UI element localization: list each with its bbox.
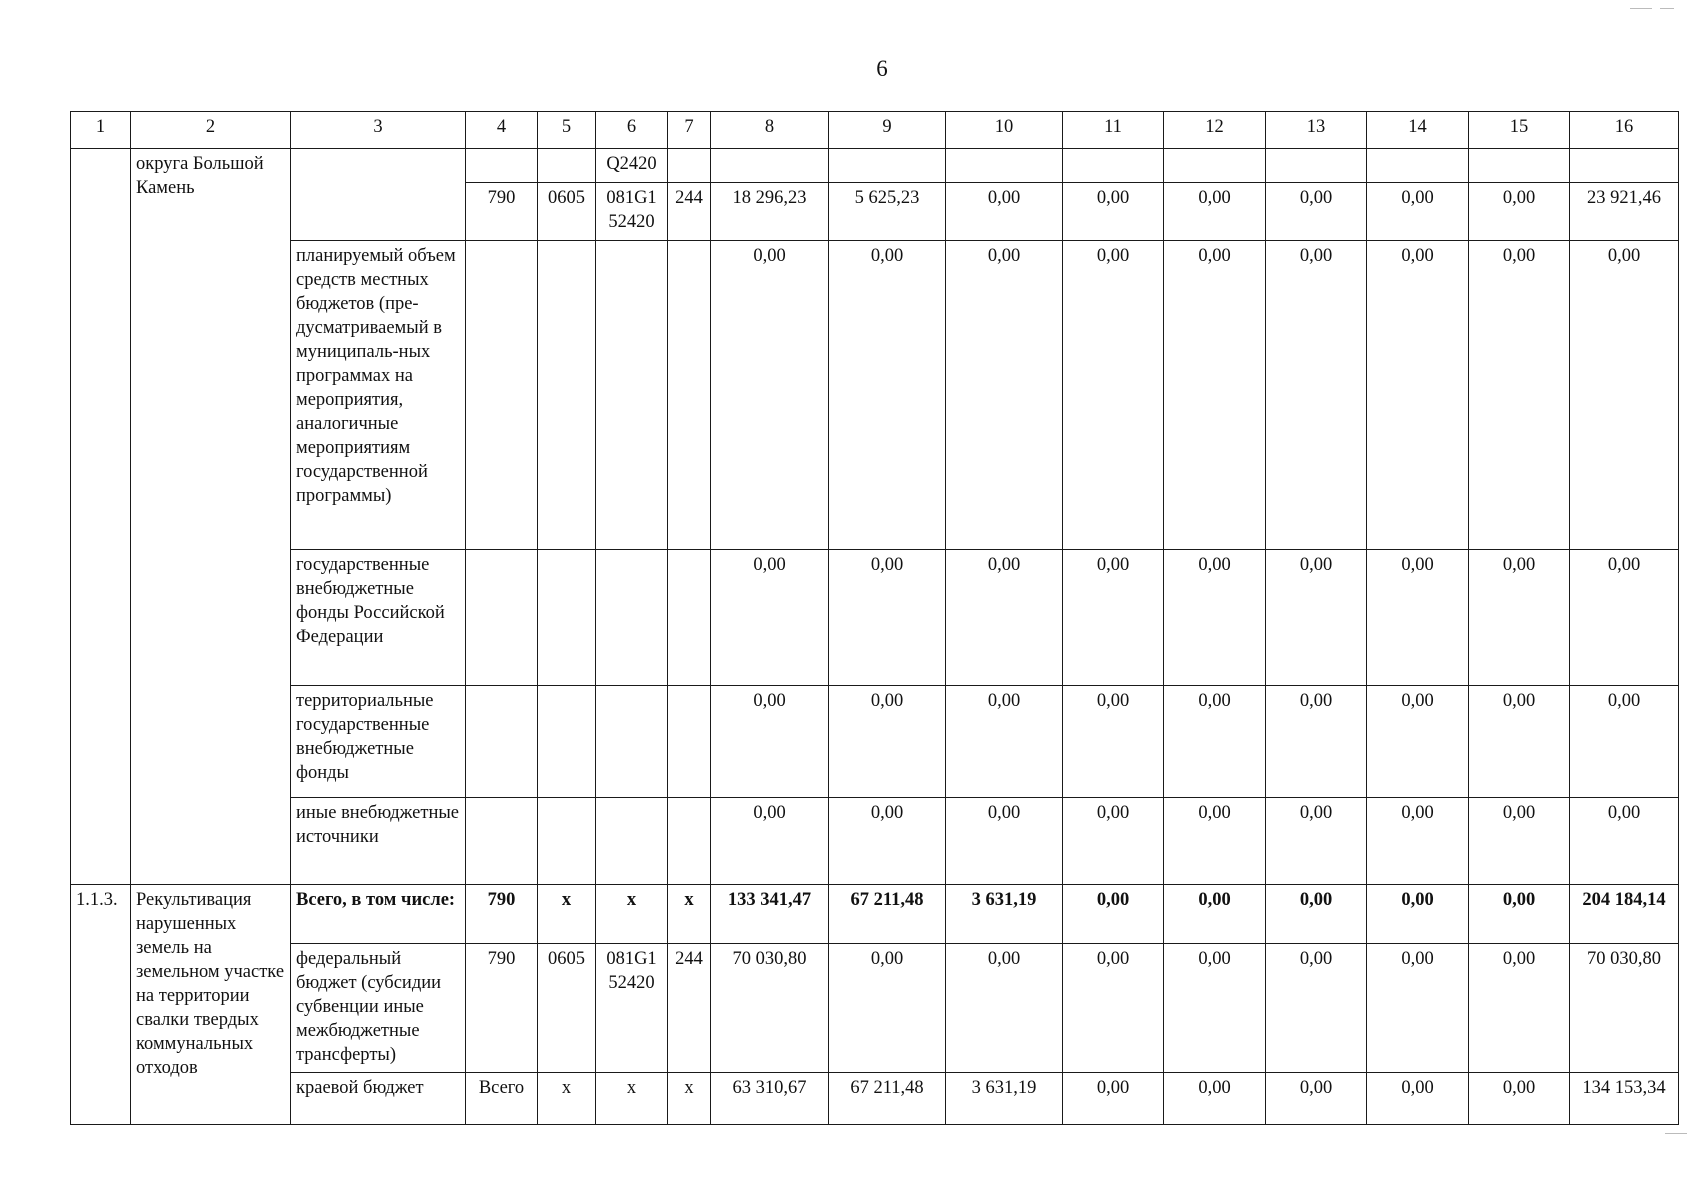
code-cell: 790	[466, 183, 538, 241]
value-cell: 0,00	[1063, 183, 1164, 241]
funding-source-label: планируемый объем средств местных бюджетов (пре-дусматриваемый в муниципаль-ных программах на мероприятия, аналогичные мероприятиям государственной программы)	[291, 241, 466, 550]
table-row	[71, 1073, 1679, 1125]
value-cell: 0,00	[1570, 550, 1679, 686]
column-header: 11	[1063, 112, 1164, 149]
value-cell: 23 921,46	[1570, 183, 1679, 241]
value-cell: 0,00	[1367, 183, 1469, 241]
funding-source-label: Всего, в том числе:	[291, 885, 466, 944]
value-cell: 0,00	[1367, 550, 1469, 686]
code-cell: х	[668, 1073, 711, 1125]
code-cell: х	[668, 885, 711, 944]
column-header: 2	[131, 112, 291, 149]
column-header: 6	[596, 112, 668, 149]
value-cell: 0,00	[946, 183, 1063, 241]
code-cell: 790	[466, 944, 538, 1073]
value-cell: 0,00	[1367, 1073, 1469, 1125]
code-cell: 081G1 52420	[596, 183, 668, 241]
column-header: 13	[1266, 112, 1367, 149]
table-row	[71, 885, 1679, 944]
value-cell: 204 184,14	[1570, 885, 1679, 944]
column-header: 4	[466, 112, 538, 149]
code-cell: х	[596, 1073, 668, 1125]
value-cell: 0,00	[1164, 550, 1266, 686]
funding-source-label: иные внебюджетные источники	[291, 798, 466, 885]
code-cell: 0605	[538, 944, 596, 1073]
value-cell: 0,00	[1469, 944, 1570, 1073]
value-cell: 0,00	[1063, 686, 1164, 798]
value-cell: 70 030,80	[711, 944, 829, 1073]
value-cell: 0,00	[1367, 798, 1469, 885]
funding-source-label: федеральный бюджет (субсидии субвенции иные межбюджетные трансферты)	[291, 944, 466, 1073]
column-header: 15	[1469, 112, 1570, 149]
value-cell: 0,00	[1164, 241, 1266, 550]
funding-source-label: государственные внебюджетные фонды Российской Федерации	[291, 550, 466, 686]
value-cell: 0,00	[946, 798, 1063, 885]
value-cell: 0,00	[1469, 241, 1570, 550]
table-row	[71, 241, 1679, 550]
code-cell: 244	[668, 183, 711, 241]
value-cell: 63 310,67	[711, 1073, 829, 1125]
value-cell: 0,00	[1367, 944, 1469, 1073]
code-cell: х	[596, 885, 668, 944]
scan-mark	[1630, 8, 1652, 9]
value-cell: 0,00	[1367, 885, 1469, 944]
code-cell: 0605	[538, 183, 596, 241]
value-cell: 0,00	[1570, 798, 1679, 885]
column-header: 3	[291, 112, 466, 149]
column-header: 12	[1164, 112, 1266, 149]
scan-mark	[1665, 1133, 1687, 1134]
value-cell: 0,00	[1367, 241, 1469, 550]
value-cell: 0,00	[1063, 1073, 1164, 1125]
value-cell: 0,00	[1266, 550, 1367, 686]
value-cell: 0,00	[1164, 798, 1266, 885]
value-cell: 133 341,47	[711, 885, 829, 944]
value-cell: 0,00	[1469, 686, 1570, 798]
measure-name-cell: Рекультивация нарушенных земель на земельном участке на территории свалки твердых коммунальных отходов	[131, 885, 291, 1125]
funding-source-label: территориальные государственные внебюджетные фонды	[291, 686, 466, 798]
value-cell: 70 030,80	[1570, 944, 1679, 1073]
value-cell: 0,00	[1063, 550, 1164, 686]
page-number: 6	[876, 56, 888, 81]
value-cell: 0,00	[1164, 183, 1266, 241]
value-cell: 0,00	[1570, 686, 1679, 798]
value-cell: 0,00	[829, 798, 946, 885]
source-cell	[291, 149, 466, 241]
value-cell: 3 631,19	[946, 885, 1063, 944]
scan-mark	[1660, 8, 1674, 9]
column-header: 1	[71, 112, 131, 149]
value-cell: 0,00	[1063, 885, 1164, 944]
value-cell: 0,00	[1164, 1073, 1266, 1125]
value-cell: 0,00	[1266, 686, 1367, 798]
table-row	[71, 686, 1679, 798]
value-cell: 0,00	[711, 686, 829, 798]
value-cell: 0,00	[1266, 798, 1367, 885]
table-row	[71, 944, 1679, 1073]
value-cell: 0,00	[1469, 885, 1570, 944]
value-cell: 0,00	[1063, 241, 1164, 550]
column-header: 5	[538, 112, 596, 149]
value-cell: 0,00	[829, 686, 946, 798]
row-number-cell	[71, 149, 131, 885]
code-cell: 790	[466, 885, 538, 944]
budget-table	[70, 111, 1679, 1125]
value-cell: 0,00	[1570, 241, 1679, 550]
value-cell: 0,00	[711, 241, 829, 550]
code-cell: 244	[668, 944, 711, 1073]
value-cell: 18 296,23	[711, 183, 829, 241]
column-header: 16	[1570, 112, 1679, 149]
value-cell: 67 211,48	[829, 1073, 946, 1125]
value-cell: 0,00	[1266, 885, 1367, 944]
value-cell: 67 211,48	[829, 885, 946, 944]
value-cell: 5 625,23	[829, 183, 946, 241]
value-cell: 0,00	[829, 944, 946, 1073]
value-cell: 0,00	[946, 550, 1063, 686]
code-cell: 081G1 52420	[596, 944, 668, 1073]
value-cell: 0,00	[1164, 885, 1266, 944]
value-cell: 0,00	[946, 241, 1063, 550]
code-cell: х	[538, 885, 596, 944]
value-cell: 0,00	[1469, 798, 1570, 885]
table-row	[71, 550, 1679, 686]
column-header: 9	[829, 112, 946, 149]
value-cell: 0,00	[1469, 1073, 1570, 1125]
value-cell: 0,00	[711, 798, 829, 885]
table-row	[71, 149, 1679, 183]
value-cell: 0,00	[1266, 241, 1367, 550]
value-cell: 0,00	[1164, 686, 1266, 798]
column-header: 8	[711, 112, 829, 149]
value-cell: 0,00	[946, 686, 1063, 798]
funding-source-label: краевой бюджет	[291, 1073, 466, 1125]
value-cell: 0,00	[946, 944, 1063, 1073]
value-cell: 0,00	[1063, 798, 1164, 885]
code-cell: х	[538, 1073, 596, 1125]
column-header: 7	[668, 112, 711, 149]
column-header: 10	[946, 112, 1063, 149]
table-row	[71, 798, 1679, 885]
code-cell: Q2420	[596, 149, 668, 183]
column-number-row	[71, 112, 1679, 149]
row-number-cell: 1.1.3.	[71, 885, 131, 1125]
value-cell: 0,00	[1266, 183, 1367, 241]
measure-name-cell: округа Большой Камень	[131, 149, 291, 885]
value-cell: 0,00	[1266, 944, 1367, 1073]
value-cell: 3 631,19	[946, 1073, 1063, 1125]
value-cell: 0,00	[1164, 944, 1266, 1073]
value-cell: 0,00	[1469, 183, 1570, 241]
value-cell: 0,00	[829, 550, 946, 686]
value-cell: 0,00	[1266, 1073, 1367, 1125]
column-header: 14	[1367, 112, 1469, 149]
value-cell: 134 153,34	[1570, 1073, 1679, 1125]
value-cell: 0,00	[1469, 550, 1570, 686]
value-cell: 0,00	[711, 550, 829, 686]
value-cell: 0,00	[1367, 686, 1469, 798]
value-cell: 0,00	[1063, 944, 1164, 1073]
code-cell: Всего	[466, 1073, 538, 1125]
value-cell: 0,00	[829, 241, 946, 550]
